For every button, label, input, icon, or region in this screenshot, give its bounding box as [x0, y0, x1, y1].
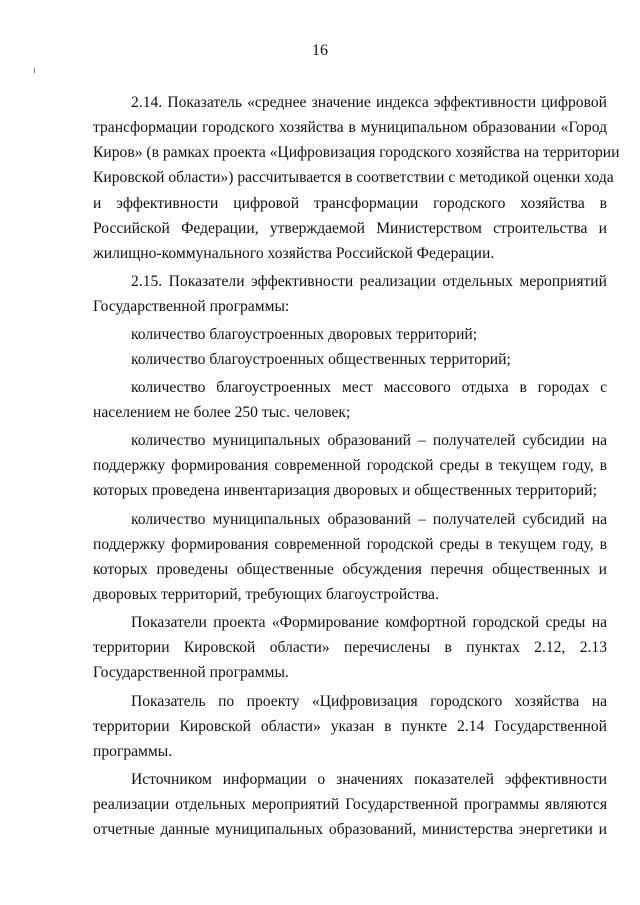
text-line: Государственной программы.: [93, 664, 289, 681]
text-line: 2.14. Показатель «среднее значение индекса эффективности цифровой: [131, 94, 607, 111]
text-line: поддержку формирования современной городской среды в текущем году, в: [93, 457, 607, 474]
page-number: 16: [312, 42, 328, 59]
text-line: Киров» (в рамках проекта «Цифровизация городского хозяйства на территории: [93, 144, 620, 161]
text-line: количество муниципальных образований – получателей субсидий на: [131, 511, 607, 528]
text-line: поддержку формирования современной городской среды в текущем году, в: [93, 536, 607, 553]
text-line: территории Кировской области» перечислены в пунктах 2.12, 2.13: [93, 639, 607, 656]
text-line: которых проведены общественные обсуждения перечня общественных и: [93, 561, 607, 578]
text-line: трансформации городского хозяйства в муниципальном образовании «Город: [93, 119, 607, 136]
text-line: Кировской области») рассчитывается в соответствии с методикой оценки хода: [93, 169, 614, 186]
text-line: количество благоустроенных мест массового отдыха в городах с: [131, 379, 607, 396]
text-line: количество благоустроенных общественных территорий;: [131, 351, 511, 368]
text-line: которых проведена инвентаризация дворовых и общественных территорий;: [93, 482, 597, 499]
text-line: территории Кировской области» указан в пункте 2.14 Государственной: [93, 718, 607, 735]
text-line: реализации отдельных мероприятий Государственной программы являются: [93, 796, 607, 813]
text-line: населением не более 250 тыс. человек;: [93, 404, 351, 421]
text-line: жилищно-коммунального хозяйства Российской Федерации.: [93, 245, 495, 262]
text-line: программы.: [93, 743, 173, 760]
text-line: количество муниципальных образований – получателей субсидии на: [131, 432, 607, 449]
text-line: отчетные данные муниципальных образований, министерства энергетики и: [93, 821, 607, 838]
text-line: Государственной программы:: [93, 298, 290, 315]
text-line: и эффективности цифровой трансформации городского хозяйства в: [93, 195, 607, 212]
text-line: Источником информации о значениях показателей эффективности: [131, 771, 607, 788]
text-line: 2.15. Показатели эффективности реализации отдельных мероприятий: [131, 273, 607, 290]
text-line: Показатели проекта «Формирование комфортной городской среды на: [131, 614, 607, 631]
text-line: Российской Федерации, утверждаемой Министерством строительства и: [93, 220, 607, 237]
margin-mark: [34, 68, 35, 73]
text-line: количество благоустроенных дворовых территорий;: [131, 326, 478, 343]
text-line: Показатель по проекту «Цифровизация городского хозяйства на: [131, 693, 607, 710]
text-line: дворовых территорий, требующих благоустройства.: [93, 586, 439, 603]
